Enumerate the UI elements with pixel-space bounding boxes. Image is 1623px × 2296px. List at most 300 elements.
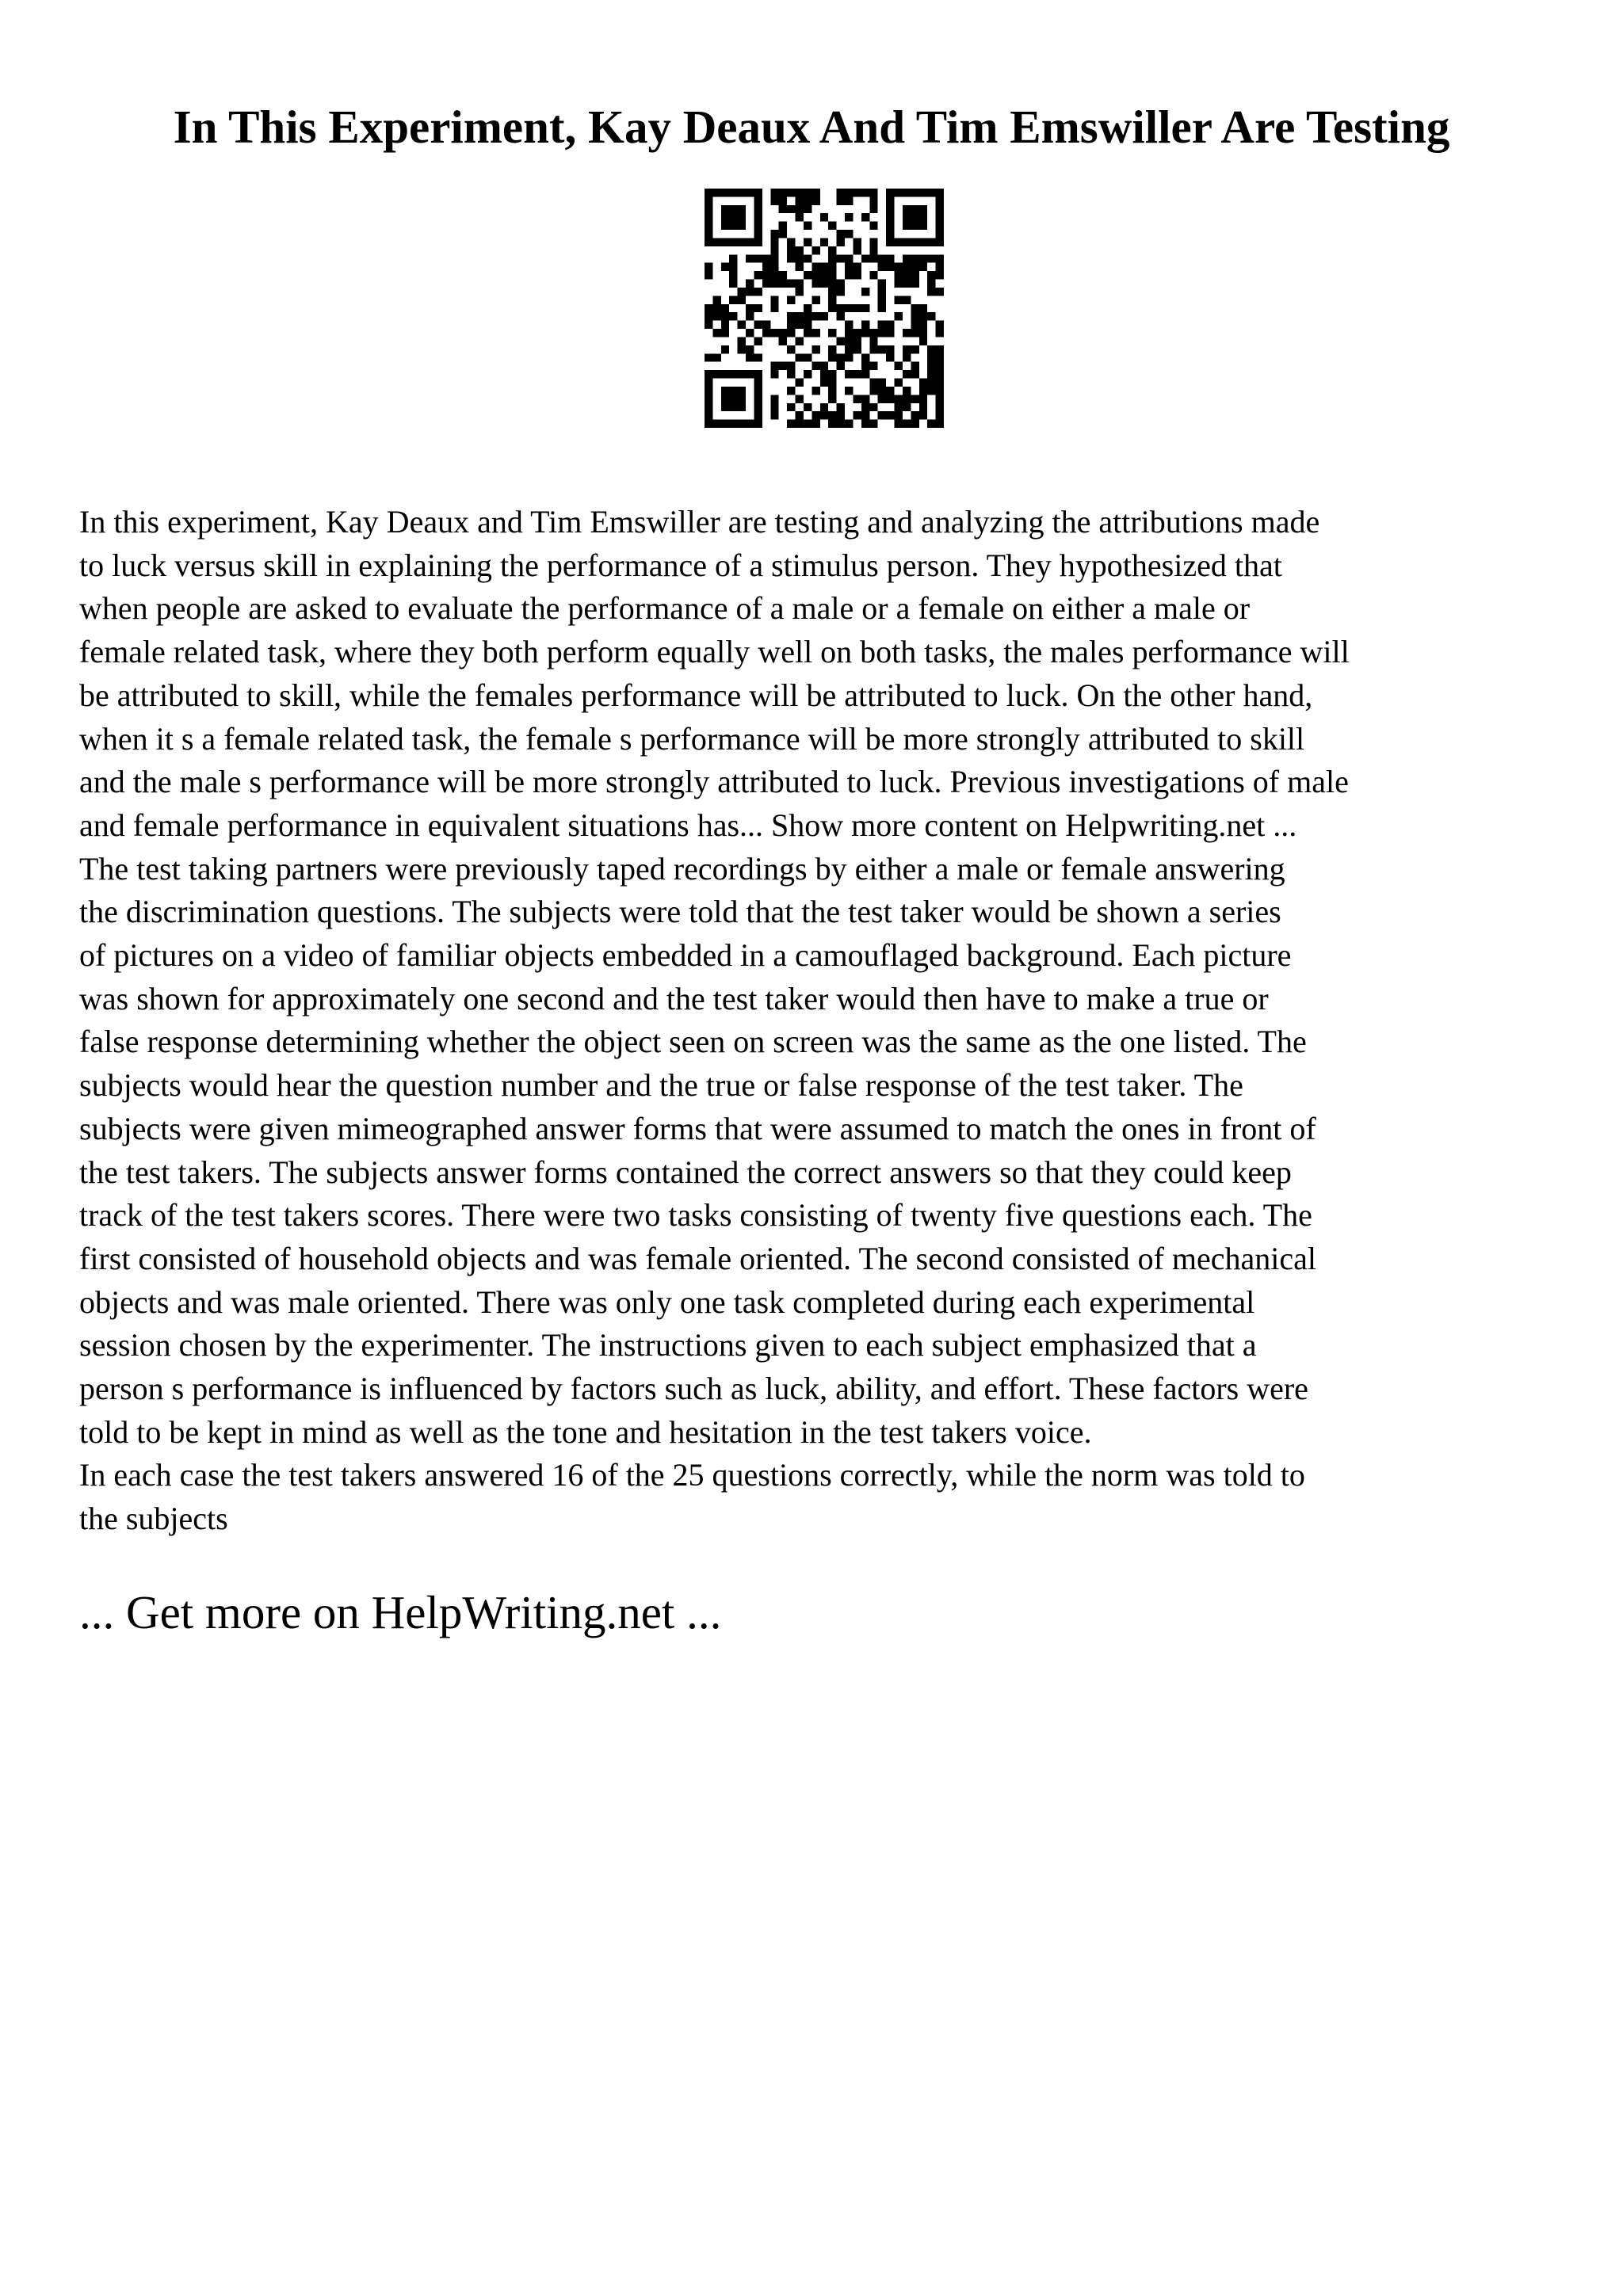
qr-module [828, 288, 836, 296]
qr-module [770, 362, 778, 370]
qr-module [705, 222, 712, 230]
qr-module [779, 280, 787, 288]
qr-module [712, 420, 720, 428]
qr-module [796, 213, 804, 221]
qr-module [903, 189, 911, 196]
qr-module [845, 370, 853, 378]
qr-module [787, 370, 795, 378]
qr-module [869, 196, 877, 204]
qr-module [804, 222, 812, 230]
qr-module [936, 196, 944, 204]
qr-module [936, 411, 944, 419]
qr-module [729, 312, 737, 320]
qr-module [804, 196, 812, 204]
qr-module [812, 196, 819, 204]
qr-module [787, 403, 795, 411]
qr-module [837, 353, 845, 361]
qr-module [754, 337, 762, 345]
qr-module [936, 263, 944, 271]
qr-module [936, 205, 944, 213]
qr-module [853, 411, 861, 419]
qr-module [845, 387, 853, 395]
qr-module [787, 345, 795, 353]
qr-module [837, 238, 845, 246]
qr-module [812, 345, 819, 353]
qr-module [828, 304, 836, 312]
qr-module [828, 411, 836, 419]
qr-module [754, 205, 762, 213]
qr-module [812, 312, 819, 320]
qr-module [779, 230, 787, 238]
qr-module [820, 238, 828, 246]
qr-module [812, 411, 819, 419]
qr-module [919, 189, 927, 196]
qr-module [804, 271, 812, 279]
qr-module [787, 312, 795, 320]
qr-module [721, 205, 729, 213]
qr-module [828, 420, 836, 428]
qr-module [845, 420, 853, 428]
qr-module [738, 205, 746, 213]
qr-module [895, 271, 903, 279]
qr-module [869, 246, 877, 254]
qr-module [762, 280, 770, 288]
qr-module [911, 345, 918, 353]
qr-module [903, 403, 911, 411]
qr-module [845, 337, 853, 345]
qr-module [837, 362, 845, 370]
qr-module [770, 411, 778, 419]
qr-module [837, 304, 845, 312]
qr-module [754, 403, 762, 411]
qr-module [746, 288, 754, 296]
qr-module [919, 403, 927, 411]
qr-module [869, 254, 877, 262]
qr-module [721, 263, 729, 271]
qr-module [770, 304, 778, 312]
body-line: and the male s performance will be more strongly attributed to luck. Previous investigations of male [79, 764, 1349, 800]
qr-module [911, 271, 918, 279]
qr-module [796, 263, 804, 271]
qr-module [903, 296, 911, 303]
qr-module [787, 246, 795, 254]
qr-module [820, 271, 828, 279]
qr-module [828, 395, 836, 402]
qr-module [845, 254, 853, 262]
qr-module [878, 395, 886, 402]
qr-module [804, 205, 812, 213]
qr-module [911, 329, 918, 337]
qr-module [762, 329, 770, 337]
qr-module [911, 238, 918, 246]
qr-module [886, 254, 894, 262]
qr-module [895, 312, 903, 320]
qr-module [779, 337, 787, 345]
qr-module [927, 345, 935, 353]
qr-module [895, 411, 903, 419]
qr-module [919, 411, 927, 419]
qr-module [861, 353, 869, 361]
qr-module [853, 246, 861, 254]
qr-module [861, 288, 869, 296]
qr-module [919, 337, 927, 345]
qr-module [721, 321, 729, 329]
qr-module [804, 254, 812, 262]
qr-module [754, 395, 762, 402]
body-line: The test taking partners were previously taped recordings by either a male or female answering [79, 850, 1285, 887]
qr-module [936, 213, 944, 221]
qr-module [721, 189, 729, 196]
qr-module [770, 395, 778, 402]
qr-module [911, 395, 918, 402]
qr-module [895, 379, 903, 387]
qr-module [936, 387, 944, 395]
qr-module [828, 370, 836, 378]
qr-module [820, 403, 828, 411]
qr-module [861, 254, 869, 262]
qr-module [869, 238, 877, 246]
qr-module [837, 312, 845, 320]
qr-module [903, 254, 911, 262]
qr-module [878, 296, 886, 303]
qr-module [738, 370, 746, 378]
qr-module [729, 205, 737, 213]
qr-module [804, 353, 812, 361]
qr-module [746, 353, 754, 361]
qr-module [729, 280, 737, 288]
qr-module [886, 196, 894, 204]
body-line: the subjects [79, 1501, 228, 1537]
qr-module [936, 254, 944, 262]
qr-module [712, 312, 720, 320]
qr-module [869, 362, 877, 370]
qr-module [828, 246, 836, 254]
qr-module [828, 254, 836, 262]
qr-module [812, 296, 819, 303]
qr-module [754, 238, 762, 246]
body-line: when people are asked to evaluate the performance of a male or a female on either a male or [79, 590, 1251, 627]
body-line: objects and was male oriented. There was only one task completed during each experimental [79, 1283, 1255, 1320]
qr-module [762, 254, 770, 262]
qr-module [837, 288, 845, 296]
qr-module [770, 189, 778, 196]
qr-module [869, 189, 877, 196]
qr-module [721, 213, 729, 221]
qr-module [787, 238, 795, 246]
qr-module [886, 238, 894, 246]
qr-module [746, 280, 754, 288]
qr-module [787, 205, 795, 213]
qr-module [721, 420, 729, 428]
get-more-link[interactable]: ... Get more on HelpWriting.net ... [79, 1586, 722, 1638]
qr-module [762, 271, 770, 279]
qr-module [779, 222, 787, 230]
qr-module [754, 387, 762, 395]
qr-module [837, 420, 845, 428]
qr-module [820, 370, 828, 378]
qr-module [705, 379, 712, 387]
qr-module [705, 213, 712, 221]
qr-module [721, 222, 729, 230]
qr-module [853, 189, 861, 196]
qr-module [861, 395, 869, 402]
qr-module [796, 312, 804, 320]
qr-module [754, 379, 762, 387]
qr-module [705, 353, 712, 361]
qr-module [878, 280, 886, 288]
qr-module [903, 420, 911, 428]
body-line: track of the test takers scores. There were two tasks consisting of twenty five questions each. The [79, 1197, 1312, 1234]
qr-module [804, 189, 812, 196]
qr-module [779, 329, 787, 337]
qr-module [721, 395, 729, 402]
body-line-show-more: and female performance in equivalent situations has... Show more content on Helpwriting.net ... [79, 807, 1297, 843]
qr-module [828, 329, 836, 337]
qr-module [738, 296, 746, 303]
qr-module [705, 271, 712, 279]
body-line: In this experiment, Kay Deaux and Tim Emswiller are testing and analyzing the attributions made [79, 504, 1320, 540]
qr-module [886, 222, 894, 230]
qr-module [705, 403, 712, 411]
qr-module [911, 189, 918, 196]
qr-module [705, 238, 712, 246]
qr-module [927, 271, 935, 279]
qr-module [895, 189, 903, 196]
qr-module [927, 370, 935, 378]
qr-module [812, 362, 819, 370]
qr-module [770, 370, 778, 378]
qr-module [754, 420, 762, 428]
qr-module [845, 271, 853, 279]
qr-module [903, 387, 911, 395]
qr-module [787, 254, 795, 262]
qr-module [729, 263, 737, 271]
qr-module [927, 353, 935, 361]
qr-module [787, 362, 795, 370]
qr-module [878, 329, 886, 337]
qr-module [911, 222, 918, 230]
qr-module [754, 189, 762, 196]
qr-module [878, 304, 886, 312]
qr-module [853, 345, 861, 353]
qr-module [919, 238, 927, 246]
qr-module [828, 222, 836, 230]
qr-module [861, 403, 869, 411]
qr-module [828, 345, 836, 353]
qr-module [746, 238, 754, 246]
qr-module [796, 321, 804, 329]
qr-module [705, 387, 712, 395]
qr-module [787, 296, 795, 303]
qr-module [779, 196, 787, 204]
qr-module [895, 280, 903, 288]
qr-module [919, 205, 927, 213]
qr-module [903, 280, 911, 288]
qr-module [936, 362, 944, 370]
qr-module [738, 238, 746, 246]
qr-module [729, 238, 737, 246]
qr-module [936, 321, 944, 329]
qr-module [869, 420, 877, 428]
qr-module [903, 329, 911, 337]
qr-module [911, 362, 918, 370]
qr-module [895, 395, 903, 402]
qr-module [895, 263, 903, 271]
qr-module [861, 411, 869, 419]
qr-module [779, 205, 787, 213]
qr-module [837, 196, 845, 204]
qr-module [705, 230, 712, 238]
qr-module [869, 205, 877, 213]
qr-module [820, 263, 828, 271]
qr-module [812, 329, 819, 337]
qr-module [911, 321, 918, 329]
qr-module [754, 288, 762, 296]
qr-module [911, 254, 918, 262]
qr-module [812, 420, 819, 428]
qr-module [936, 230, 944, 238]
qr-module [911, 213, 918, 221]
qr-module [878, 288, 886, 296]
qr-module [721, 387, 729, 395]
qr-module [787, 321, 795, 329]
qr-module [729, 222, 737, 230]
qr-module [705, 304, 712, 312]
qr-module [712, 238, 720, 246]
qr-module [770, 263, 778, 271]
qr-module [903, 370, 911, 378]
qr-module [754, 196, 762, 204]
qr-module [837, 189, 845, 196]
qr-module [754, 304, 762, 312]
qr-module [746, 345, 754, 353]
qr-module [911, 304, 918, 312]
qr-module [927, 189, 935, 196]
qr-module [927, 280, 935, 288]
qr-module [853, 329, 861, 337]
qr-module [729, 189, 737, 196]
qr-module [779, 271, 787, 279]
qr-module [705, 321, 712, 329]
qr-module [895, 362, 903, 370]
qr-module [919, 254, 927, 262]
qr-module [845, 329, 853, 337]
qr-module [721, 312, 729, 320]
body-line: subjects would hear the question number and the true or false response of the test taker. The [79, 1067, 1243, 1104]
qr-module [787, 420, 795, 428]
qr-module [927, 420, 935, 428]
qr-module [746, 189, 754, 196]
qr-module [820, 312, 828, 320]
qr-module [787, 387, 795, 395]
qr-module [721, 370, 729, 378]
qr-module [903, 353, 911, 361]
qr-module [754, 254, 762, 262]
qr-module [936, 379, 944, 387]
qr-module [903, 205, 911, 213]
qr-module [804, 321, 812, 329]
qr-module [705, 263, 712, 271]
qr-module [804, 329, 812, 337]
qr-module [861, 362, 869, 370]
qr-module [886, 263, 894, 271]
qr-module [861, 370, 869, 378]
qr-module [770, 403, 778, 411]
qr-module [828, 379, 836, 387]
qr-module [845, 230, 853, 238]
qr-module [936, 353, 944, 361]
qr-module [878, 345, 886, 353]
qr-module [903, 263, 911, 271]
qr-module [869, 329, 877, 337]
qr-module [796, 280, 804, 288]
qr-module [903, 345, 911, 353]
qr-module [861, 420, 869, 428]
qr-module [746, 420, 754, 428]
qr-module [919, 304, 927, 312]
qr-module [787, 329, 795, 337]
qr-module [828, 280, 836, 288]
qr-module [936, 370, 944, 378]
qr-module [837, 403, 845, 411]
qr-module [754, 321, 762, 329]
qr-module [796, 288, 804, 296]
qr-module [820, 379, 828, 387]
qr-module [705, 189, 712, 196]
body-line: of pictures on a video of familiar objects embedded in a camouflaged background. Each picture [79, 937, 1292, 974]
qr-module [796, 196, 804, 204]
body-line: session chosen by the experimenter. The instructions given to each subject emphasized that a [79, 1327, 1257, 1363]
qr-module [721, 403, 729, 411]
qr-module [869, 222, 877, 230]
qr-module [837, 411, 845, 419]
qr-module [837, 254, 845, 262]
qr-module [936, 189, 944, 196]
body-line: subjects were given mimeographed answer forms that were assumed to match the ones in front of [79, 1110, 1316, 1146]
qr-module [738, 321, 746, 329]
qr-module [886, 329, 894, 337]
qr-module [911, 263, 918, 271]
qr-module [919, 395, 927, 402]
qr-module [729, 213, 737, 221]
qr-module [754, 222, 762, 230]
qr-module [729, 296, 737, 303]
qr-module [886, 205, 894, 213]
body-line: told to be kept in mind as well as the tone and hesitation in the test takers voice. [79, 1413, 1092, 1450]
qr-module [762, 263, 770, 271]
qr-module [770, 246, 778, 254]
qr-module [770, 280, 778, 288]
qr-code-icon [705, 189, 944, 428]
qr-module [712, 329, 720, 337]
qr-module [878, 379, 886, 387]
qr-module [812, 246, 819, 254]
qr-module [828, 263, 836, 271]
qr-module [853, 304, 861, 312]
qr-module [787, 280, 795, 288]
qr-module [853, 271, 861, 279]
qr-module [804, 420, 812, 428]
qr-module [853, 263, 861, 271]
qr-module [738, 403, 746, 411]
qr-module [886, 387, 894, 395]
qr-module [869, 403, 877, 411]
qr-module [770, 230, 778, 238]
qr-module [919, 379, 927, 387]
qr-module [903, 395, 911, 402]
qr-module [861, 213, 869, 221]
qr-module [812, 189, 819, 196]
